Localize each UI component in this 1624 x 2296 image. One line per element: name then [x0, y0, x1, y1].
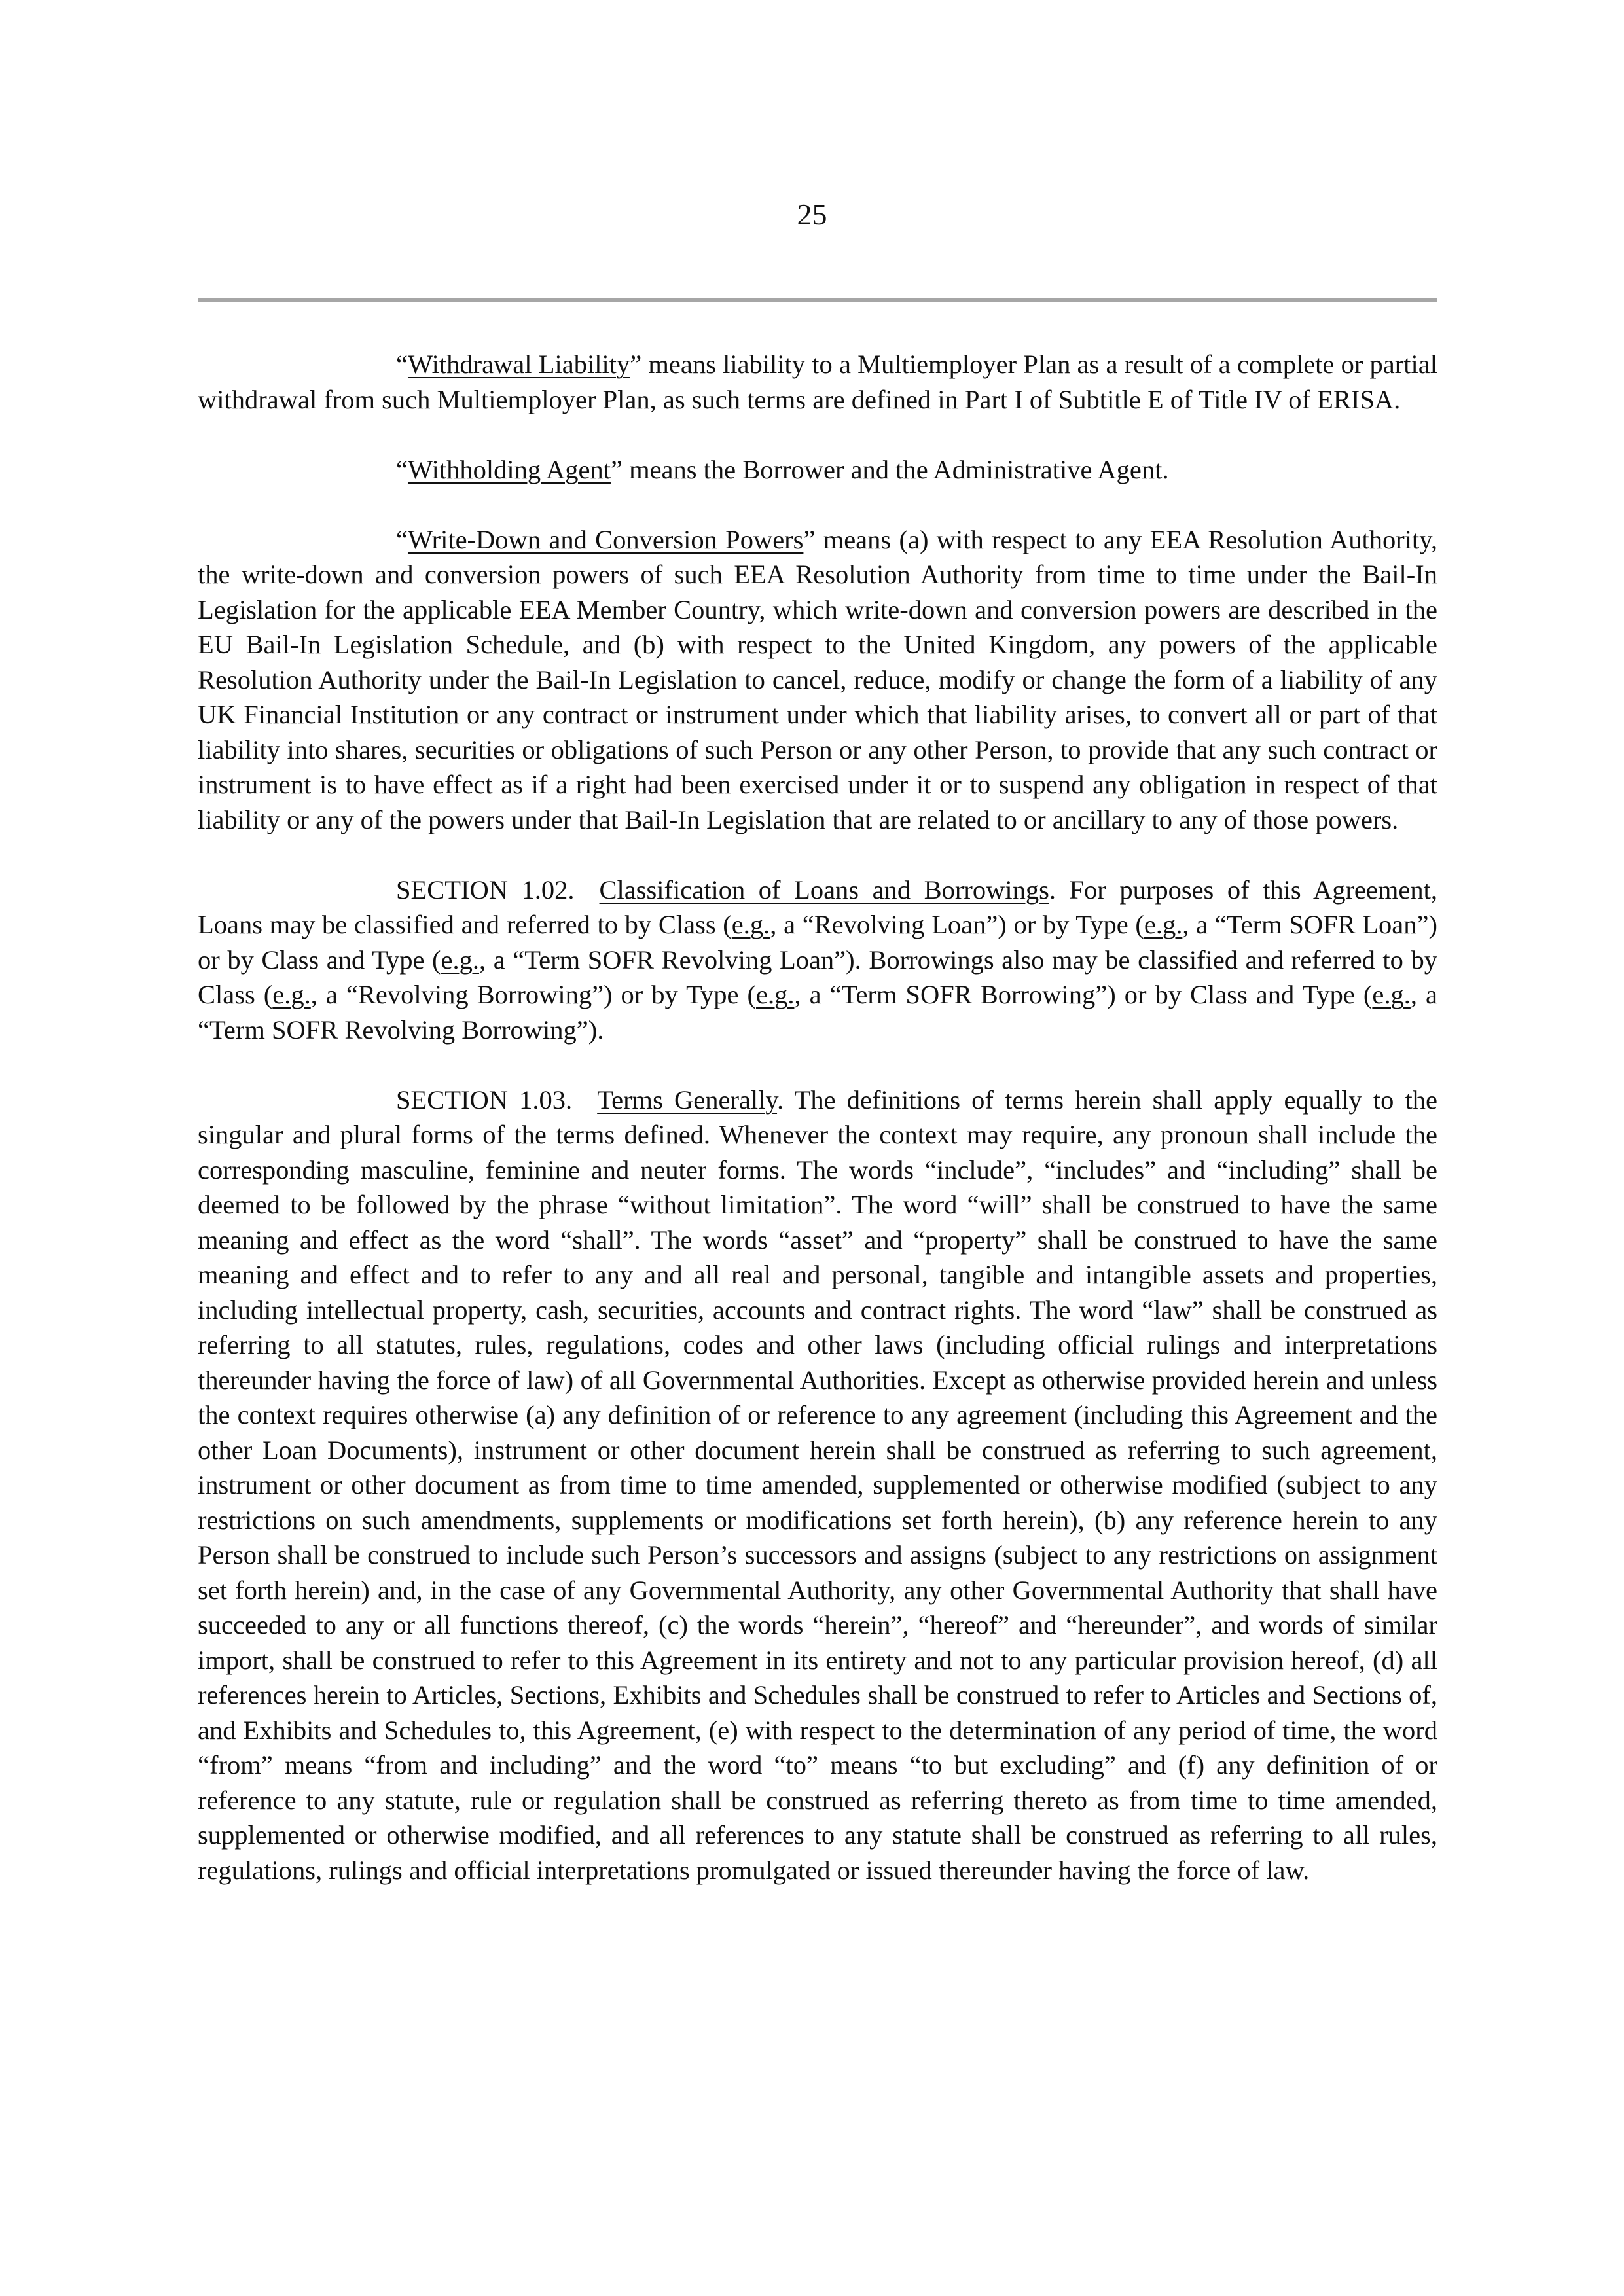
document-body	[198, 347, 1437, 1888]
definition-write-down-powers	[198, 522, 1437, 838]
definition-withholding-agent	[198, 452, 1437, 488]
section-text: . The definitions of terms herein shall apply equally to the singular and plural forms of the terms defined. Whenever the context may require, any pronoun shall include the corresponding masculine, feminine and neuter forms. The words “include”, “includes” and “including” shall be deemed to be followed by the phrase “without limitation”. The word “will” shall be construed to have the same meaning and effect as the word “shall”. The words “asset” and “property” shall be construed to have the same meaning and effect and to refer to any and all real and personal, tangible and intangible assets and properties, including intellectual property, cash, securities, accounts and contract rights. The word “law” shall be construed as referring to all statutes, rules, regulations, codes and other laws (including official rulings and interpretations thereunder having the force of law) of all Governmental Authorities. Except as otherwise provided herein and unless the context requires otherwise (a) any definition of or reference to any agreement (including this Agreement and the other Loan Documents), instrument or other document herein shall be construed as referring to such agreement, instrument or other document as from time to time amended, supplemented or otherwise modified (subject to any restrictions on such amendments, supplements or modifications set forth herein), (b) any reference herein to any Person shall be construed to include such Person’s successors and assigns (subject to any restrictions on assignment set forth herein) and, in the case of any Governmental Authority, any other Governmental Authority that shall have succeeded to any or all functions thereof, (c) the words “herein”, “hereof” and “hereunder”, and words of similar import, shall be construed to refer to this Agreement in its entirety and not to any particular provision hereof, (d) all references herein to Articles, Sections, Exhibits and Schedules shall be construed to refer to Articles and Sections of, and Exhibits and Schedules to, this Agreement, (e) with respect to the determination of any period of time, the word “from” means “from and including” and the word “to” means “to but excluding” and (f) any definition of or reference to any statute, rule or regulation shall be construed as referring thereto as from time to time amended, supplemented or otherwise modified, and all references to any statute shall be construed as referring to all rules, regulations, rulings and official interpretations promulgated or issued thereunder having the force of law.	[198, 1085, 1437, 1885]
eg-abbreviation: e.g.	[1372, 980, 1411, 1009]
section-title: Terms Generally	[597, 1085, 778, 1115]
section-text: , a “Term SOFR Revolving Loan”). Borrowings also may be classified and referred to by Class (	[198, 944, 1437, 1009]
definition-text: ” means (a) with respect to any EEA Resolution Authority, the write-down and conversion powers of such EEA Resolution Authority from time to time under the Bail-In Legislation for the applicable EEA Member Country, which write-down and conversion powers are described in the EU Bail-In Legislation Schedule, and (b) with respect to the United Kingdom, any powers of the applicable Resolution Authority under the Bail-In Legislation to cancel, reduce, modify or change the form of a liability of any UK Financial Institution or any contract or instrument under which that liability arises, to convert all or part of that liability into shares, securities or obligations of such Person or any other Person, to provide that any such contract or instrument is to have effect as if a right had been exercised under it or to suspend any obligation in respect of that liability or any of the powers under that Bail-In Legislation that are related to or ancillary to any of those powers.	[198, 524, 1437, 834]
section-text: . For purposes of this Agreement, Loans may be classified and referred to by Class (	[198, 874, 1437, 939]
eg-abbreviation: e.g.	[755, 980, 795, 1009]
section-number: SECTION 1.02.	[396, 874, 575, 905]
section-1-02	[198, 872, 1437, 1048]
eg-abbreviation: e.g.	[272, 980, 311, 1009]
section-text: , a “Term SOFR Loan”) or by Class and Type (	[198, 910, 1437, 975]
section-text: , a “Revolving Loan”) or by Type (	[770, 910, 1144, 939]
header-divider	[198, 298, 1437, 302]
open-quote: “	[396, 454, 408, 484]
eg-abbreviation: e.g.	[1144, 910, 1183, 939]
defined-term: Write-Down and Conversion Powers	[407, 524, 804, 554]
section-title: Classification of Loans and Borrowings	[599, 874, 1049, 905]
eg-abbreviation: e.g.	[441, 944, 480, 975]
defined-term: Withdrawal Liability	[407, 350, 630, 379]
definition-text: ” means liability to a Multiemployer Plan as a result of a complete or partial withdrawal from such Multiemployer Plan, as such terms are defined in Part I of Subtitle E of Title IV of ERISA.	[198, 350, 1437, 414]
page-number: 25	[797, 198, 827, 231]
definition-withdrawal-liability	[198, 347, 1437, 417]
open-quote: “	[396, 350, 408, 379]
section-text: , a “Term SOFR Borrowing”) or by Class and Type (	[794, 980, 1373, 1009]
eg-abbreviation: e.g.	[731, 910, 770, 939]
section-number: SECTION 1.03.	[396, 1085, 573, 1115]
section-text: , a “Revolving Borrowing”) or by Type (	[310, 980, 756, 1009]
section-text: , a “Term SOFR Revolving Borrowing”).	[198, 980, 1437, 1045]
definition-text: ” means the Borrower and the Administrative Agent.	[610, 454, 1169, 484]
section-1-03	[198, 1083, 1437, 1888]
open-quote: “	[396, 524, 408, 554]
defined-term: Withholding Agent	[407, 454, 611, 484]
